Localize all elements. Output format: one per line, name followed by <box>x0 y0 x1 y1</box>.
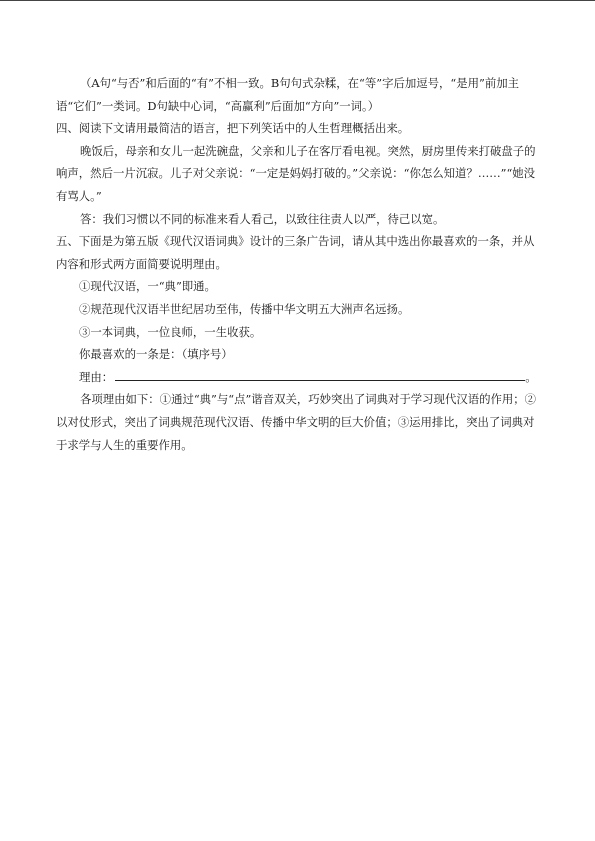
question-4-story: 晚饭后，母亲和女儿一起洗碗盘，父亲和儿子在客厅看电视。突然，厨房里传来打破盘子的响声，然后一片沉寂。儿子对父亲说：“一定是妈妈打破的。”父亲说：“你怎么知道？……”“她没有骂人。” <box>56 143 536 203</box>
question-5-prompt: 五、下面是为第五版《现代汉语词典》设计的三条广告词，请从其中选出你最喜欢的一条，并从内容和形式两方面简要说明理由。 <box>56 234 535 271</box>
document-body <box>56 72 540 456</box>
slogan-option-1: ①现代汉语，一“典”即通。 <box>79 279 216 294</box>
favorite-choice-label: 你最喜欢的一条是：（填序号） <box>79 347 233 362</box>
previous-answer-explanation: （A句“与否”和后面的“有”不相一致。B句句式杂糅，在“等”字后加逗号，“是用”前加主语“它们”一类词。D句缺中心词，“高赢利”后面加“方向”一词。） <box>56 76 520 113</box>
reason-line-end: 。 <box>525 369 537 384</box>
question-4-prompt: 四、阅读下文请用最简洁的语言，把下列笑话中的人生哲理概括出来。 <box>56 121 410 136</box>
slogan-option-2: ②规范现代汉语半世纪居功至伟，传播中华文明五大洲声名远扬。 <box>79 301 410 316</box>
page-top-border <box>0 0 595 1</box>
question-4-answer: 答：我们习惯以不同的标准来看人看己，以致往往责人以严，待己以宽。 <box>79 211 445 226</box>
slogan-option-3: ③一本词典，一位良师，一生收获。 <box>79 324 262 339</box>
reason-label: 理由： <box>79 369 114 384</box>
reason-blank-line <box>115 369 525 381</box>
reason-line <box>56 366 540 389</box>
question-5-answer: 各项理由如下：①通过“典”与“点”谐音双关，巧妙突出了词典对于学习现代汉语的作用；②以对仗形式，突出了词典规范现代汉语、传播中华文明的巨大价值；③运用排比，突出了词典对于求学与人生的重要作用。 <box>56 392 537 452</box>
